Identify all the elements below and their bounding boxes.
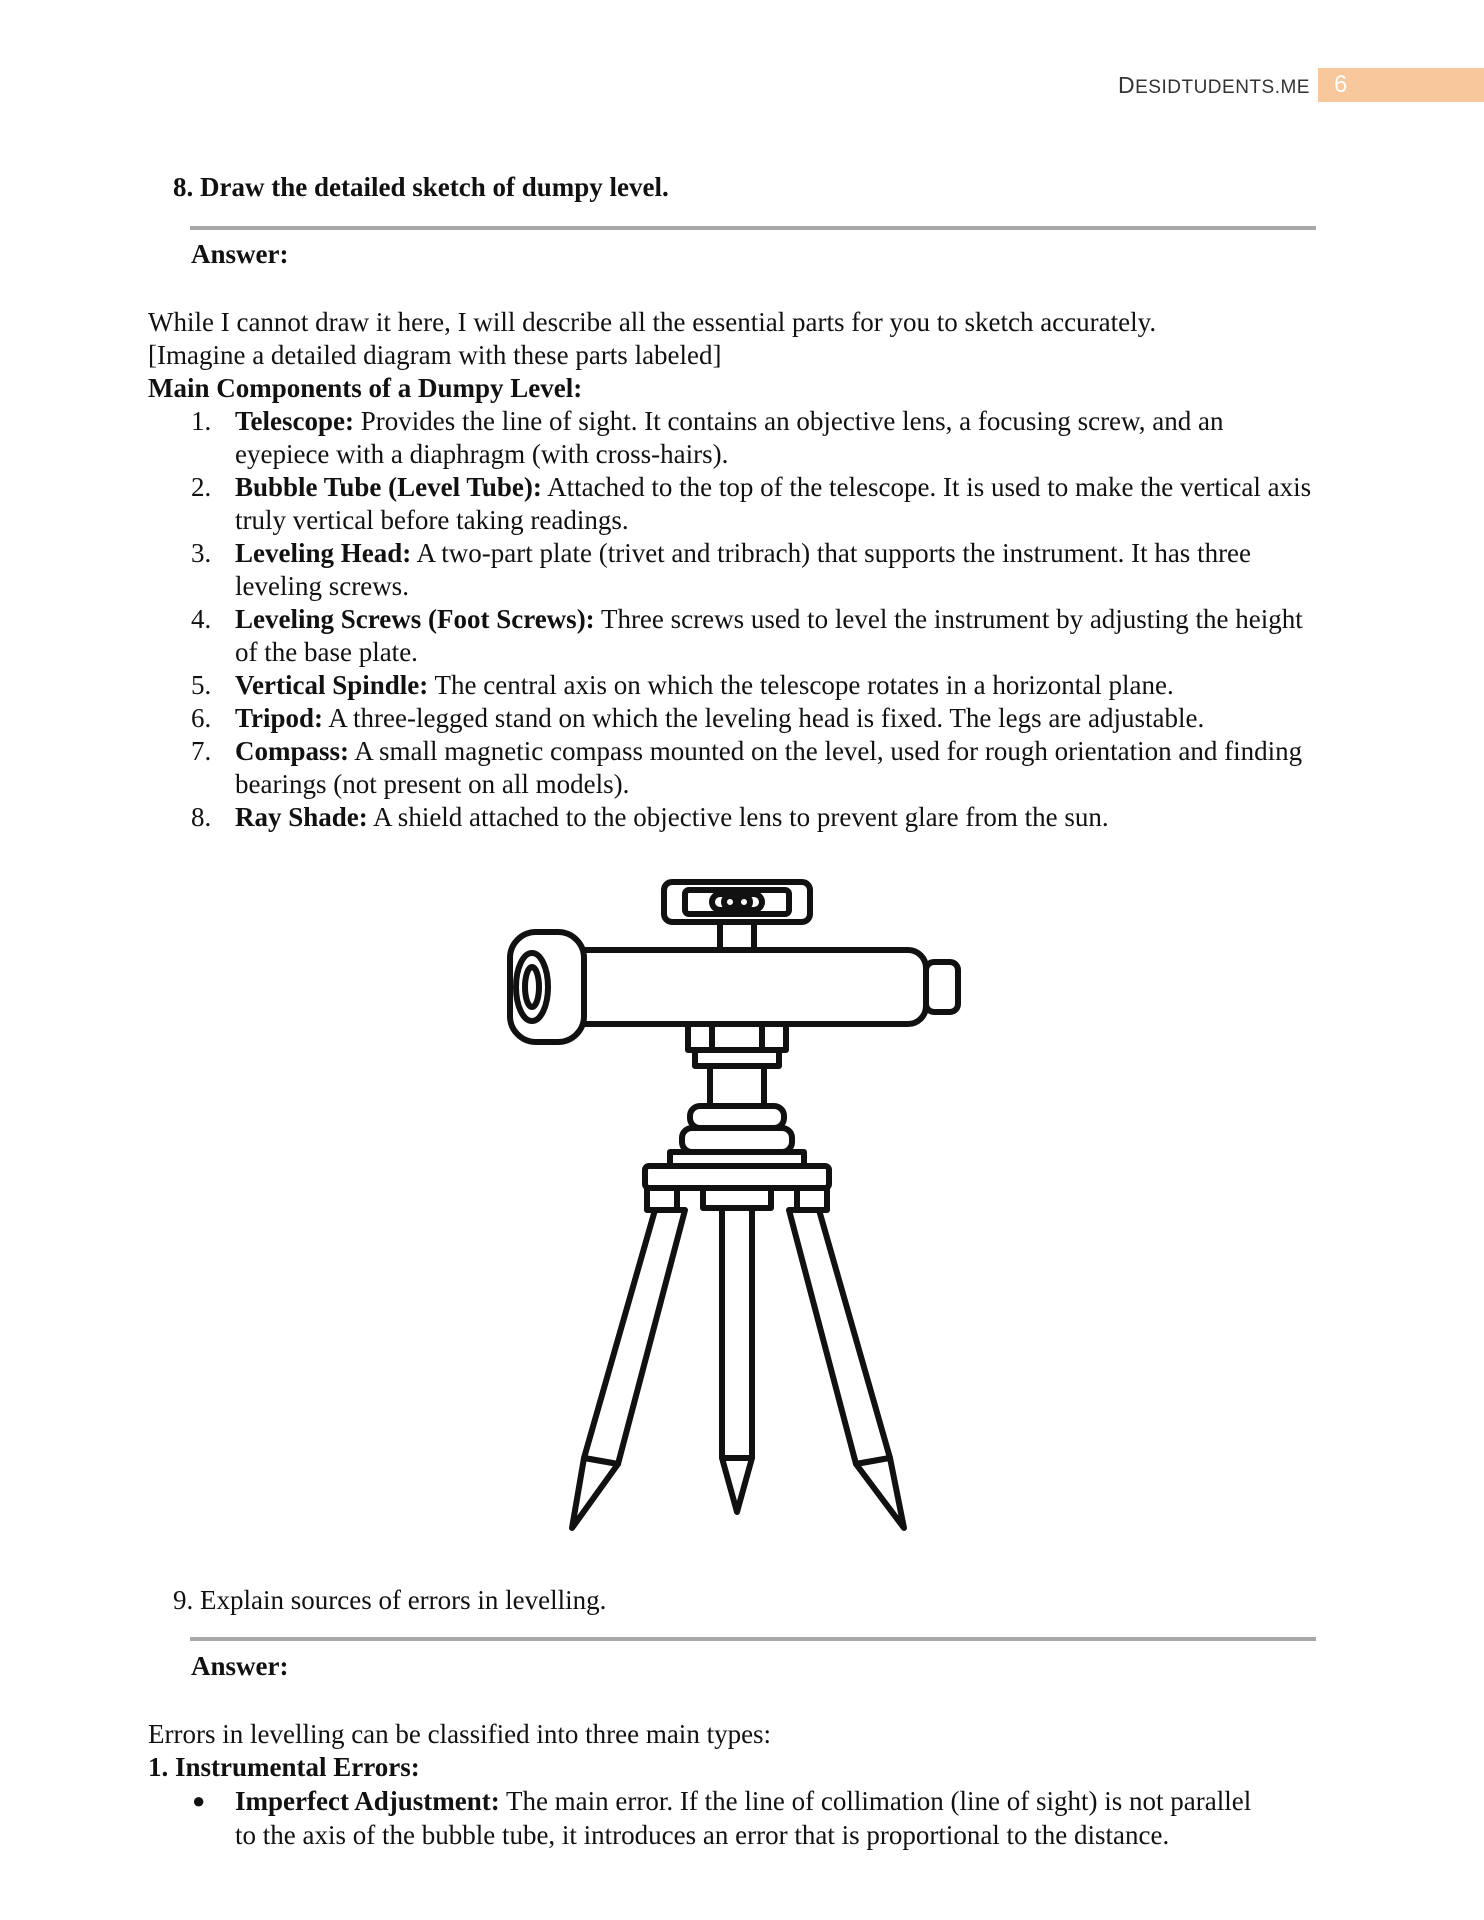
- bubble-tube: [664, 882, 810, 950]
- component-item: 3. Leveling Head: A two-part plate (trivet and tribrach) that supports the instrument. It has three leveling screws.: [191, 538, 1252, 601]
- instrumental-errors-heading: 1. Instrumental Errors:: [148, 1752, 420, 1782]
- error-item: ● Imperfect Adjustment: The main error. If the line of collimation (line of sight) is not parallel to the axis of the bubble tube, it introduces an error that is proportional to the distance.: [192, 1786, 1252, 1850]
- question-9-title: 9. Explain sources of errors in levelling.: [173, 1585, 607, 1615]
- question-9-divider: [190, 1637, 1316, 1641]
- question-8-answer-label: Answer:: [191, 239, 289, 269]
- leveling-head: [645, 1024, 829, 1188]
- site-name: DESIDTUDENTS.ME: [1118, 72, 1310, 98]
- question-9-answer-label: Answer:: [191, 1651, 289, 1681]
- dumpy-level-illustration: [480, 860, 1000, 1540]
- errors-intro: Errors in levelling can be classified into three main types:: [148, 1719, 772, 1749]
- component-item: 1. Telescope: Provides the line of sight. It contains an objective lens, a focusing screw, and an eyepiece with a diaphragm (with cross-hairs).: [191, 406, 1224, 469]
- answer-intro-line-1: While I cannot draw it here, I will describe all the essential parts for you to sketch accurately.: [148, 307, 1157, 337]
- telescope: [510, 932, 958, 1042]
- question-8-divider: [190, 226, 1316, 230]
- tripod: [572, 1208, 904, 1528]
- component-item: 8. Ray Shade: A shield attached to the objective lens to prevent glare from the sun.: [191, 802, 1109, 832]
- answer-intro-line-2: [Imagine a detailed diagram with these parts labeled]: [148, 340, 722, 370]
- component-item: 5. Vertical Spindle: The central axis on which the telescope rotates in a horizontal plane.: [191, 670, 1174, 700]
- instrumental-errors-list: [148, 1784, 1258, 1852]
- question-8-title: 8. Draw the detailed sketch of dumpy level.: [173, 172, 669, 202]
- components-list: [148, 405, 1318, 834]
- page-number-badge: 6: [1318, 68, 1484, 102]
- component-item: 6. Tripod: A three-legged stand on which the leveling head is fixed. The legs are adjustable.: [191, 703, 1205, 733]
- component-item: 2. Bubble Tube (Level Tube): Attached to the top of the telescope. It is used to make the vertical axis truly vertical before taking readings.: [191, 472, 1312, 535]
- component-item: 4. Leveling Screws (Foot Screws): Three screws used to level the instrument by adjusting the height of the base plate.: [191, 604, 1303, 667]
- component-item: 7. Compass: A small magnetic compass mounted on the level, used for rough orientation and finding bearings (not present on all models).: [191, 736, 1303, 799]
- components-heading: Main Components of a Dumpy Level:: [148, 373, 583, 403]
